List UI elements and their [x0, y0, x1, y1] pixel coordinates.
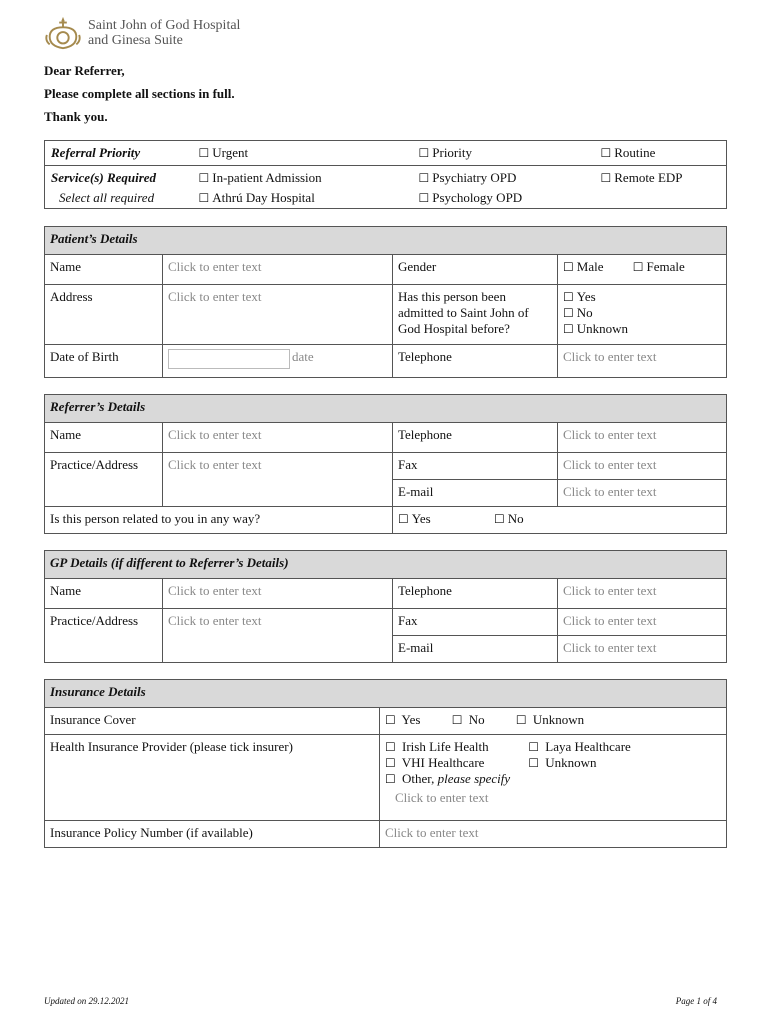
- patient-address-input[interactable]: Click to enter text: [163, 285, 393, 345]
- select-all-required-note: Select all required: [59, 190, 155, 205]
- name-label: Name: [45, 579, 163, 609]
- gender-female-option[interactable]: [633, 259, 685, 275]
- services-required-label: Service(s) Required: [51, 170, 157, 185]
- referrer-fax-input[interactable]: Click to enter text: [558, 453, 727, 480]
- greeting-line: Please complete all sections in full.: [44, 86, 235, 101]
- insurance-provider-label: Health Insurance Provider (please tick insurer): [45, 735, 380, 821]
- checkbox-icon[interactable]: ☐: [385, 713, 396, 727]
- option-label: Yes: [576, 289, 596, 304]
- option-label: Routine: [614, 145, 656, 160]
- telephone-label: Telephone: [393, 345, 558, 378]
- referral-priority-label: Referral Priority: [45, 141, 193, 166]
- footer-page-number: Page 1 of 4: [675, 996, 717, 1006]
- logo-line-1: Saint John of God Hospital: [88, 18, 241, 33]
- dob-label: Date of Birth: [45, 345, 163, 378]
- checkbox-icon[interactable]: ☐: [385, 756, 396, 770]
- telephone-label: Telephone: [393, 423, 558, 453]
- gp-telephone-input[interactable]: Click to enter text: [558, 579, 727, 609]
- email-label: E-mail: [393, 636, 558, 663]
- option-label: Unknown: [545, 755, 597, 770]
- related-no-option[interactable]: [494, 511, 524, 527]
- referrer-details-table: [44, 394, 727, 534]
- gp-name-input[interactable]: Click to enter text: [163, 579, 393, 609]
- checkbox-icon[interactable]: ☐: [398, 512, 409, 526]
- option-label: No: [507, 511, 524, 526]
- option-label: Remote EDP: [614, 170, 683, 185]
- admitted-unknown-option[interactable]: [563, 321, 721, 337]
- related-yes-option[interactable]: [398, 511, 431, 527]
- practice-address-label: Practice/Address: [45, 609, 163, 663]
- date-placeholder: date: [292, 349, 314, 364]
- option-label: Other,: [402, 771, 435, 786]
- fax-label: Fax: [393, 609, 558, 636]
- provider-vhi-option[interactable]: [385, 755, 525, 771]
- greeting-line: Dear Referrer,: [44, 63, 125, 78]
- patient-details-table: [44, 226, 727, 378]
- referrer-email-input[interactable]: Click to enter text: [558, 480, 727, 507]
- checkbox-icon[interactable]: ☐: [563, 290, 574, 304]
- checkbox-icon[interactable]: ☐: [198, 146, 210, 160]
- patient-name-input[interactable]: Click to enter text: [163, 255, 393, 285]
- option-label: In-patient Admission: [212, 170, 322, 185]
- policy-number-label: Insurance Policy Number (if available): [45, 821, 380, 848]
- service-psychiatry-option[interactable]: [419, 170, 589, 186]
- checkbox-icon[interactable]: ☐: [563, 322, 574, 336]
- checkbox-icon[interactable]: ☐: [198, 191, 210, 205]
- checkbox-icon[interactable]: ☐: [418, 146, 430, 160]
- option-label: Male: [576, 259, 604, 274]
- section-title: Referrer’s Details: [45, 395, 727, 423]
- service-psychology-option[interactable]: [419, 190, 589, 206]
- option-label: Unknown: [532, 712, 585, 727]
- fax-label: Fax: [393, 453, 558, 480]
- option-label: No: [576, 305, 593, 320]
- greeting-line: Thank you.: [44, 109, 108, 124]
- name-label: Name: [45, 423, 163, 453]
- checkbox-icon[interactable]: ☐: [600, 171, 612, 185]
- checkbox-icon[interactable]: ☐: [385, 740, 396, 754]
- option-label: Yes: [401, 712, 421, 727]
- provider-laya-option[interactable]: [528, 739, 631, 755]
- section-title: GP Details (if different to Referrer’s Details): [45, 551, 727, 579]
- admitted-yes-option[interactable]: [563, 289, 721, 305]
- option-label: No: [468, 712, 485, 727]
- checkbox-icon[interactable]: ☐: [632, 260, 644, 274]
- section-title: Patient’s Details: [45, 227, 727, 255]
- hospital-logo: [44, 14, 240, 52]
- checkbox-icon[interactable]: ☐: [528, 756, 540, 770]
- checkbox-icon[interactable]: ☐: [385, 772, 396, 786]
- practice-address-label: Practice/Address: [45, 453, 163, 507]
- option-label: Unknown: [576, 321, 629, 336]
- referrer-telephone-input[interactable]: Click to enter text: [558, 423, 727, 453]
- service-athru-option[interactable]: [199, 190, 407, 206]
- gp-details-table: [44, 550, 727, 663]
- referrer-practice-input[interactable]: Click to enter text: [163, 453, 393, 507]
- checkbox-icon[interactable]: ☐: [528, 740, 540, 754]
- option-label: Irish Life Health: [402, 739, 489, 754]
- section-title: Insurance Details: [45, 680, 727, 708]
- referrer-name-input[interactable]: Click to enter text: [163, 423, 393, 453]
- option-label: Psychiatry OPD: [432, 170, 517, 185]
- option-label: Priority: [432, 145, 472, 160]
- priority-routine-option[interactable]: [595, 141, 727, 166]
- option-label: Laya Healthcare: [545, 739, 631, 754]
- checkbox-icon[interactable]: ☐: [563, 260, 574, 274]
- logo-line-2: and Ginesa Suite: [88, 33, 183, 48]
- cover-yes-option[interactable]: [385, 712, 420, 728]
- service-inpatient-option[interactable]: [199, 170, 407, 186]
- name-label: Name: [45, 255, 163, 285]
- admitted-before-question: Has this person been admitted to Saint John of God Hospital before?: [393, 285, 558, 345]
- patient-telephone-input[interactable]: Click to enter text: [558, 345, 727, 378]
- option-label: Urgent: [212, 145, 249, 160]
- provider-other-input[interactable]: Click to enter text: [395, 790, 489, 805]
- checkbox-icon[interactable]: ☐: [493, 512, 505, 526]
- provider-other-option[interactable]: [385, 771, 721, 787]
- checkbox-icon[interactable]: ☐: [515, 713, 527, 727]
- checkbox-icon[interactable]: ☐: [451, 713, 463, 727]
- provider-irish-life-option[interactable]: [385, 739, 525, 755]
- admitted-no-option[interactable]: [563, 305, 721, 321]
- option-label: Psychology OPD: [432, 190, 523, 205]
- cover-unknown-option[interactable]: [516, 712, 584, 728]
- priority-urgent-option[interactable]: [193, 141, 413, 166]
- checkbox-icon[interactable]: ☐: [418, 171, 430, 185]
- referral-priority-table: [44, 140, 727, 209]
- hospital-crest-icon: [44, 14, 82, 52]
- insurance-cover-label: Insurance Cover: [45, 708, 380, 735]
- option-label: Yes: [411, 511, 431, 526]
- checkbox-icon[interactable]: ☐: [600, 146, 612, 160]
- related-question: Is this person related to you in any way?: [45, 507, 393, 534]
- checkbox-icon[interactable]: ☐: [563, 306, 574, 320]
- address-label: Address: [45, 285, 163, 345]
- dob-date-input[interactable]: [168, 349, 290, 369]
- provider-unknown-option[interactable]: [528, 755, 596, 771]
- greeting: [44, 62, 235, 131]
- option-label: Female: [646, 259, 685, 274]
- cover-no-option[interactable]: [452, 712, 485, 728]
- gp-practice-input[interactable]: Click to enter text: [163, 609, 393, 663]
- gp-fax-input[interactable]: Click to enter text: [558, 609, 727, 636]
- footer-updated: Updated on 29.12.2021: [44, 996, 129, 1006]
- option-label: VHI Healthcare: [401, 755, 485, 770]
- service-remote-edp-option[interactable]: [601, 170, 721, 186]
- priority-priority-option[interactable]: [413, 141, 595, 166]
- telephone-label: Telephone: [393, 579, 558, 609]
- email-label: E-mail: [393, 480, 558, 507]
- checkbox-icon[interactable]: ☐: [198, 171, 210, 185]
- option-label: Athrú Day Hospital: [212, 190, 315, 205]
- insurance-details-table: [44, 679, 727, 848]
- option-label-italic: please specify: [437, 771, 511, 786]
- gender-label: Gender: [393, 255, 558, 285]
- gender-male-option[interactable]: [563, 259, 603, 275]
- gp-email-input[interactable]: Click to enter text: [558, 636, 727, 663]
- policy-number-input[interactable]: Click to enter text: [380, 821, 727, 848]
- checkbox-icon[interactable]: ☐: [418, 191, 430, 205]
